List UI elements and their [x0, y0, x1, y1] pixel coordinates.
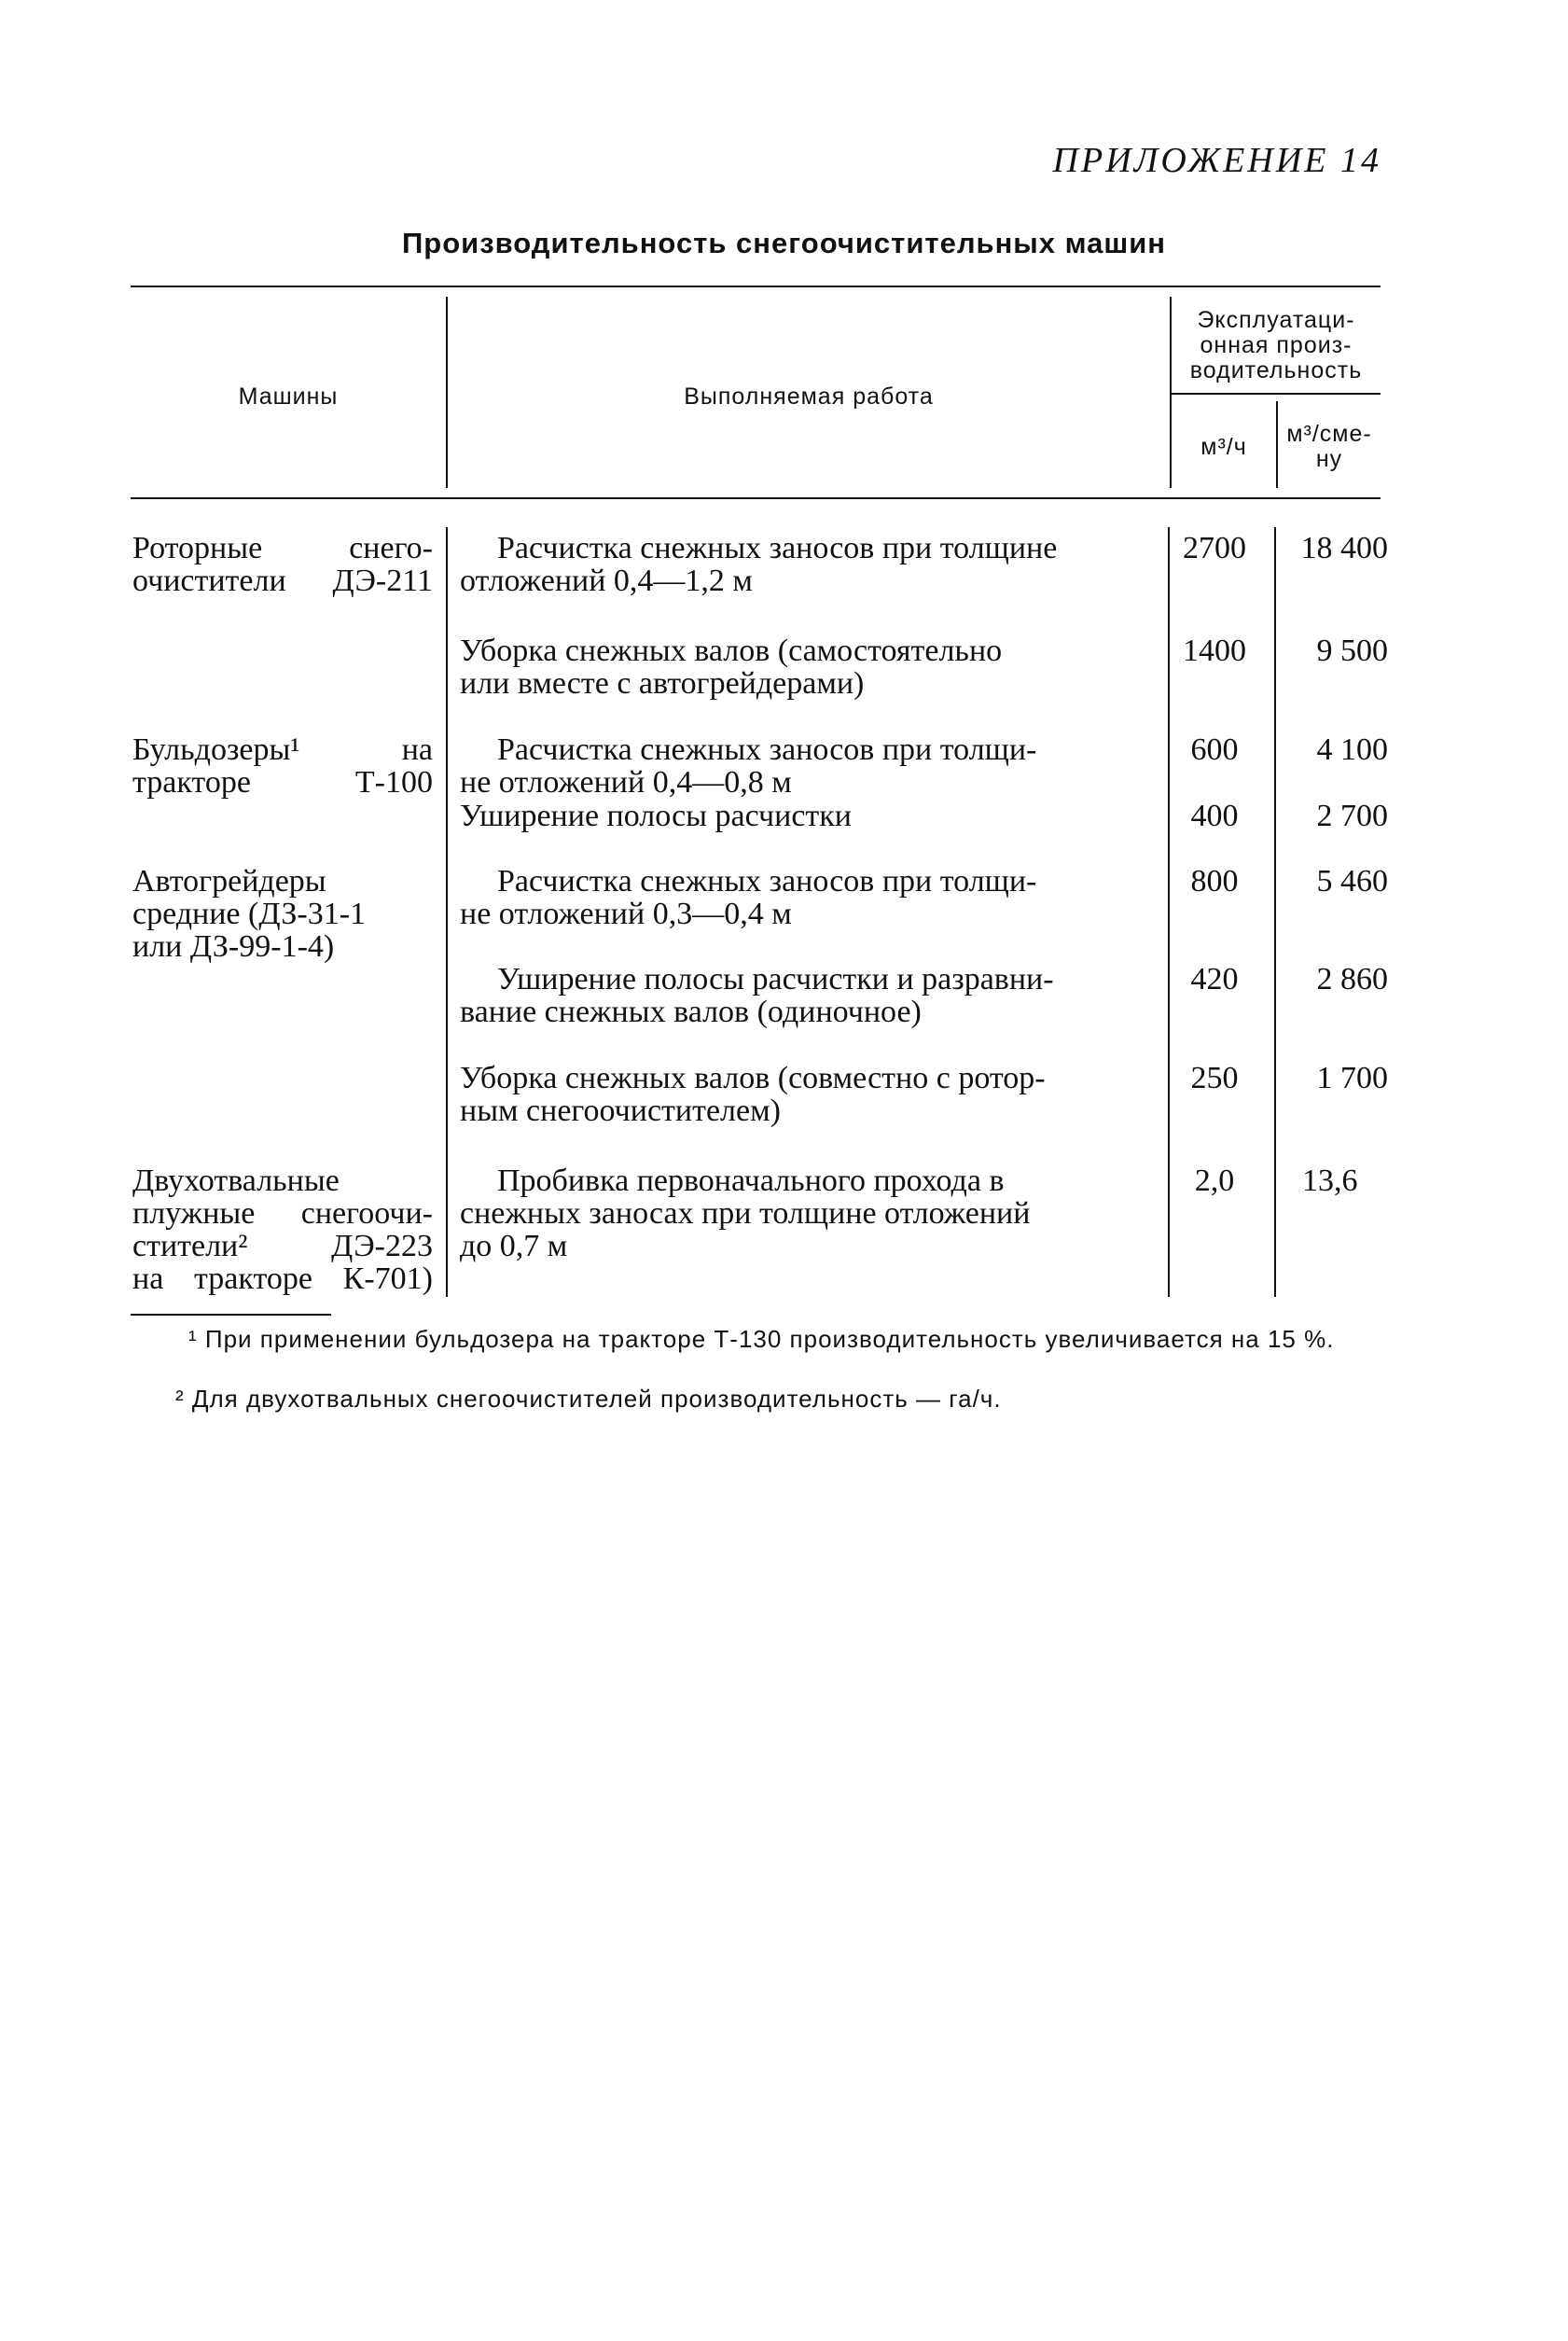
work-description: Пробивка первоначального прохода в снежных заносах при толщине отложений до 0,7 м: [460, 1164, 1031, 1263]
value-per-hour: 2700: [1183, 531, 1246, 565]
work-description: Уборка снежных валов (совместно с ротор- ным снегоочистителем): [460, 1061, 1046, 1128]
work-description: Расчистка снежных заносов при толщи- не отложений 0,3—0,4 м: [460, 864, 1037, 931]
table-title: Производительность снегоочистительных машин: [402, 227, 1166, 259]
work-description: Уширение полосы расчистки: [460, 799, 852, 833]
appendix-label: ПРИЛОЖЕНИЕ 14: [1052, 141, 1381, 180]
value-per-shift: 9 500: [1316, 634, 1388, 668]
header-performance: Эксплуатаци- онная произ- водительность: [1189, 307, 1363, 383]
work-description: Расчистка снежных заносов при толщи- не отложений 0,4—0,8 м: [460, 732, 1037, 800]
header-machines: Машины: [238, 383, 339, 410]
value-per-hour: 800: [1190, 864, 1239, 899]
value-per-hour: 600: [1190, 732, 1239, 767]
value-per-shift: 18 400: [1300, 531, 1388, 565]
footnote-1: ¹ При применении бульдозера на тракторе Т-130 производительность увеличивается на 15 %.: [188, 1325, 1335, 1353]
value-per-shift: 2 860: [1316, 962, 1388, 996]
work-description: Расчистка снежных заносов при толщине отложений 0,4—1,2 м: [460, 531, 1058, 598]
machine-name: Бульдозеры¹ на тракторе Т-100: [132, 732, 433, 800]
body-divider-1: [446, 527, 448, 1297]
value-per-hour: 400: [1190, 799, 1239, 833]
machine-name: Автогрейдеры средние (ДЗ-31-1 или ДЗ-99-1-4): [132, 864, 367, 964]
header-work: Выполняемая работа: [684, 383, 934, 410]
value-per-hour: 1400: [1183, 634, 1246, 668]
work-description: Уборка снежных валов (самостоятельно или вместе с автогрейдерами): [460, 634, 1003, 701]
value-per-shift: 13,6: [1302, 1164, 1358, 1198]
table-top-rule: [131, 286, 1381, 287]
footnote-divider: [131, 1314, 331, 1316]
value-per-shift: 5 460: [1316, 864, 1388, 899]
value-per-shift: 1 700: [1316, 1061, 1388, 1095]
value-per-hour: 250: [1190, 1061, 1239, 1095]
machine-name: Двухотвальные плужные снегоочи- стители² ДЭ-223 на тракторе К-701): [132, 1164, 433, 1296]
value-per-hour: 2,0: [1194, 1164, 1235, 1198]
header-unit-hour: м³/ч: [1200, 434, 1247, 460]
header-bottom-rule: [131, 497, 1381, 499]
value-per-shift: 4 100: [1316, 732, 1388, 767]
footnote-2: ² Для двухотвальных снегоочистителей производительность — га/ч.: [175, 1385, 1002, 1413]
work-description: Уширение полосы расчистки и разравни- вание снежных валов (одиночное): [460, 962, 1054, 1029]
value-per-shift: 2 700: [1316, 799, 1388, 833]
value-per-hour: 420: [1190, 962, 1239, 996]
header-unit-shift: м³/сме- ну: [1286, 421, 1372, 472]
header-sub-rule: [1170, 393, 1381, 395]
machine-name: Роторные снего- очистители ДЭ-211: [132, 531, 433, 598]
